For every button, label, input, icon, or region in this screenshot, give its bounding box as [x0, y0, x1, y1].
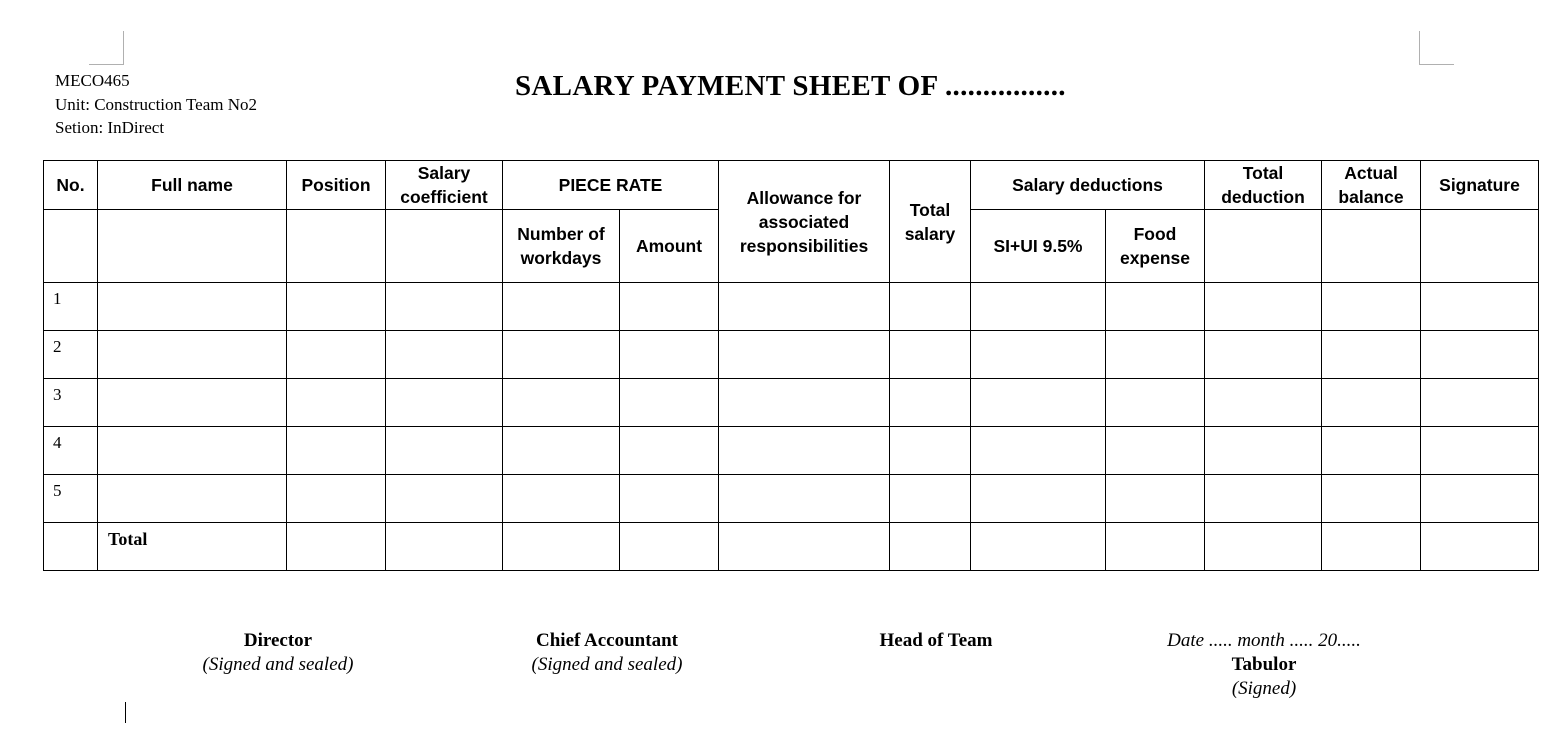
col-workdays: Number of workdays	[503, 210, 620, 283]
salary-table	[43, 160, 1539, 571]
table-cell[interactable]	[719, 379, 890, 427]
table-cell	[287, 210, 386, 283]
table-cell[interactable]	[620, 283, 719, 331]
table-cell[interactable]	[98, 379, 287, 427]
col-actual-balance: Actual balance	[1322, 161, 1421, 210]
director-signature-block	[178, 629, 378, 677]
row-number: 4	[44, 427, 98, 475]
table-cell[interactable]	[1106, 379, 1205, 427]
table-cell[interactable]	[1106, 283, 1205, 331]
col-piece-rate: PIECE RATE	[503, 161, 719, 210]
table-cell[interactable]	[1106, 331, 1205, 379]
row-number: 3	[44, 379, 98, 427]
table-cell[interactable]	[386, 475, 503, 523]
table-cell[interactable]	[287, 283, 386, 331]
table-cell[interactable]	[1205, 427, 1322, 475]
table-cell[interactable]	[98, 475, 287, 523]
page-title: SALARY PAYMENT SHEET OF ................	[515, 70, 1066, 102]
table-cell[interactable]	[1322, 379, 1421, 427]
table-total-row	[44, 523, 1539, 571]
col-allowance: Allowance for associated responsibilities	[719, 161, 890, 283]
table-cell[interactable]	[98, 283, 287, 331]
document-code: MECO465	[55, 71, 130, 90]
table-cell[interactable]	[386, 283, 503, 331]
table-cell[interactable]	[971, 379, 1106, 427]
table-cell[interactable]	[890, 427, 971, 475]
table-cell[interactable]	[890, 331, 971, 379]
table-cell[interactable]	[1205, 523, 1322, 571]
table-cell[interactable]	[503, 523, 620, 571]
tabulor-note: (Signed)	[1231, 678, 1297, 699]
table-cell[interactable]	[971, 331, 1106, 379]
table-cell[interactable]	[1205, 379, 1322, 427]
chief-accountant-label: Chief Accountant	[536, 630, 678, 651]
table-cell[interactable]	[1421, 475, 1539, 523]
table-cell[interactable]	[1322, 283, 1421, 331]
table-cell[interactable]	[287, 475, 386, 523]
page-corner-mark-top-left	[123, 31, 124, 65]
page-corner-mark-top-right	[1419, 31, 1420, 65]
table-cell[interactable]	[386, 427, 503, 475]
table-cell[interactable]	[503, 331, 620, 379]
row-number: 1	[44, 283, 98, 331]
table-cell[interactable]	[1421, 523, 1539, 571]
director-label: Director	[243, 630, 313, 651]
table-cell[interactable]	[719, 331, 890, 379]
table-cell[interactable]	[620, 427, 719, 475]
table-cell[interactable]	[971, 283, 1106, 331]
table-cell[interactable]	[1322, 475, 1421, 523]
head-of-team-label: Head of Team	[879, 630, 993, 651]
chief-accountant-note: (Signed and sealed)	[531, 654, 683, 675]
col-salary-coefficient: Salary coefficient	[386, 161, 503, 210]
unit-label: Unit: Construction Team No2	[55, 94, 258, 114]
table-cell[interactable]	[287, 331, 386, 379]
table-cell[interactable]	[620, 475, 719, 523]
table-cell[interactable]	[503, 475, 620, 523]
table-cell[interactable]	[503, 283, 620, 331]
table-cell	[1322, 210, 1421, 283]
table-cell[interactable]	[719, 283, 890, 331]
col-full-name: Full name	[98, 161, 287, 210]
col-position: Position	[287, 161, 386, 210]
table-cell[interactable]	[1421, 283, 1539, 331]
table-cell[interactable]	[719, 427, 890, 475]
table-row	[44, 379, 1539, 427]
table-cell[interactable]	[386, 523, 503, 571]
row-number: 5	[44, 475, 98, 523]
table-header-row	[44, 161, 1539, 210]
table-cell[interactable]	[287, 523, 386, 571]
table-cell[interactable]	[1421, 427, 1539, 475]
table-row	[44, 475, 1539, 523]
col-food-expense: Food expense	[1106, 210, 1205, 283]
table-cell[interactable]	[620, 523, 719, 571]
table-cell[interactable]	[1106, 427, 1205, 475]
table-cell	[1421, 210, 1539, 283]
table-cell[interactable]	[1322, 523, 1421, 571]
table-cell[interactable]	[890, 379, 971, 427]
table-cell[interactable]	[890, 475, 971, 523]
table-cell[interactable]	[1106, 475, 1205, 523]
chief-accountant-signature-block	[507, 629, 707, 677]
table-cell[interactable]	[1421, 331, 1539, 379]
document-meta	[55, 69, 257, 140]
table-cell[interactable]	[1205, 475, 1322, 523]
text-cursor	[125, 702, 126, 723]
table-cell[interactable]	[1205, 331, 1322, 379]
table-cell	[44, 523, 98, 571]
table-cell[interactable]	[971, 427, 1106, 475]
head-of-team-signature-block	[836, 629, 1036, 653]
col-signature: Signature	[1421, 161, 1539, 210]
table-cell[interactable]	[719, 475, 890, 523]
table-cell	[386, 210, 503, 283]
row-number: 2	[44, 331, 98, 379]
table-cell[interactable]	[503, 379, 620, 427]
col-si-ui: SI+UI 9.5%	[971, 210, 1106, 283]
tabulor-signature-block	[1134, 629, 1394, 701]
page-corner-mark-top-left	[89, 64, 124, 65]
col-salary-deductions: Salary deductions	[971, 161, 1205, 210]
table-cell[interactable]	[386, 331, 503, 379]
table-cell[interactable]	[98, 427, 287, 475]
col-amount: Amount	[620, 210, 719, 283]
table-cell[interactable]	[620, 379, 719, 427]
tabulor-label: Tabulor	[1231, 654, 1297, 675]
total-label: Total	[98, 523, 287, 571]
col-total-salary: Total salary	[890, 161, 971, 283]
table-cell[interactable]	[287, 379, 386, 427]
table-cell	[44, 210, 98, 283]
table-cell	[1205, 210, 1322, 283]
table-cell[interactable]	[890, 283, 971, 331]
table-cell[interactable]	[890, 523, 971, 571]
col-total-deduction: Total deduction	[1205, 161, 1322, 210]
table-cell[interactable]	[386, 379, 503, 427]
table-cell[interactable]	[1421, 379, 1539, 427]
page-corner-mark-top-right	[1419, 64, 1454, 65]
table-cell[interactable]	[620, 331, 719, 379]
col-no: No.	[44, 161, 98, 210]
table-row	[44, 427, 1539, 475]
table-cell[interactable]	[287, 427, 386, 475]
table-cell[interactable]	[1106, 523, 1205, 571]
table-cell[interactable]	[1205, 283, 1322, 331]
director-note: (Signed and sealed)	[202, 654, 354, 675]
table-cell[interactable]	[971, 523, 1106, 571]
table-cell[interactable]	[719, 523, 890, 571]
table-cell[interactable]	[1322, 331, 1421, 379]
table-cell[interactable]	[503, 427, 620, 475]
table-cell[interactable]	[98, 331, 287, 379]
table-cell[interactable]	[1322, 427, 1421, 475]
table-row	[44, 331, 1539, 379]
date-line: Date ..... month ..... 20.....	[1167, 630, 1361, 651]
table-cell	[98, 210, 287, 283]
table-row	[44, 283, 1539, 331]
table-cell[interactable]	[971, 475, 1106, 523]
section-label: Setion: InDirect	[55, 118, 165, 137]
